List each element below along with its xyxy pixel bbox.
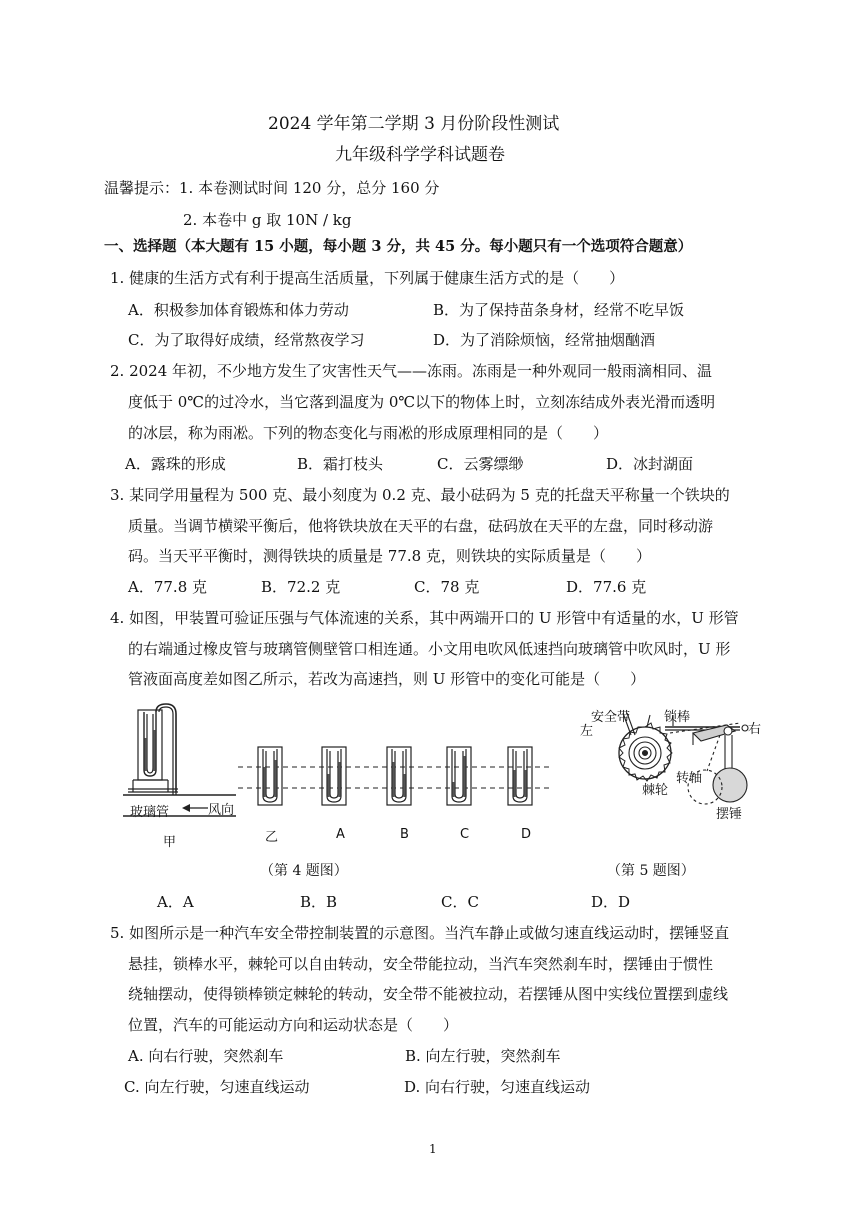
figure-4-apparatus: [118, 700, 573, 860]
q3-option-d: D．77.6 克: [566, 578, 647, 596]
q1-option-a: A．积极参加体育锻炼和体力劳动: [128, 301, 349, 319]
q5-line-3: 绕轴摆动，使得锁棒锁定棘轮的转动，安全带不能被拉动，若摆锤从图中实线位置摆到虚线: [128, 985, 729, 1003]
label-shaft: 转轴: [676, 771, 703, 786]
q2-option-b: B．霜打枝头: [297, 455, 384, 473]
q5-line-1: 5. 如图所示是一种汽车安全带控制装置的示意图。当汽车静止或做匀速直线运动时，摆锤竖直: [110, 924, 730, 942]
q1-stem: 1. 健康的生活方式有利于提高生活质量，下列属于健康生活方式的是（ ）: [110, 269, 625, 287]
q3-option-b: B．72.2 克: [261, 578, 341, 596]
label-seatbelt: 安全带: [591, 710, 631, 725]
q2-line-1: 2. 2024 年初，不少地方发生了灾害性天气——冻雨。冻雨是一种外观同一般雨滴相同、温: [110, 362, 713, 380]
page-title: 2024 学年第二学期 3 月份阶段性测试: [268, 114, 560, 134]
q4-option-b: B．B: [300, 893, 338, 911]
q5-option-b: B. 向左行驶，突然刹车: [405, 1047, 561, 1065]
q3-line-1: 3. 某同学用量程为 500 克、最小刻度为 0.2 克、最小砝码为 5 克的托盘天平称量一个铁块的: [110, 486, 730, 504]
q3-option-a: A．77.8 克: [128, 578, 207, 596]
q5-line-2: 悬挂，锁棒水平，棘轮可以自由转动，安全带能拉动，当汽车突然刹车时，摆锤由于惯性: [128, 955, 714, 973]
q2-line-3: 的冰层，称为雨凇。下列的物态变化与雨凇的形成原理相同的是（ ）: [128, 424, 609, 442]
u-tube-a: [322, 747, 346, 805]
label-fig-a: A: [336, 827, 345, 842]
label-yi: 乙: [265, 830, 279, 845]
q5-option-d: D. 向右行驶，匀速直线运动: [404, 1078, 591, 1096]
q3-line-2: 质量。当调节横梁平衡后，他将铁块放在天平的右盘，砝码放在天平的左盘，同时移动游: [128, 517, 714, 535]
q4-line-1: 4. 如图，甲装置可验证压强与气体流速的关系，其中两端开口的 U 形管中有适量的水，U 形管: [110, 609, 739, 627]
q1-option-c: C．为了取得好成绩，经常熬夜学习: [128, 331, 365, 349]
label-jia: 甲: [163, 835, 177, 850]
q4-option-a: A．A: [157, 893, 194, 911]
label-pendulum: 摆锤: [716, 807, 743, 822]
q4-line-2: 的右端通过橡皮管与玻璃管侧壁管口相连通。小文用电吹风低速挡向玻璃管中吹风时，U 形: [128, 640, 731, 658]
q1-option-d: D．为了消除烦恼，经常抽烟酗酒: [433, 331, 656, 349]
q4-line-3: 管液面高度差如图乙所示，若改为高速挡，则 U 形管中的变化可能是（ ）: [128, 670, 646, 688]
label-glass-tube: 玻璃管: [130, 805, 170, 820]
q2-option-a: A．露珠的形成: [125, 455, 226, 473]
u-tube-c: [447, 747, 471, 805]
q2-option-c: C．云雾缥缈: [437, 455, 524, 473]
tip-line-1: 温馨提示：1. 本卷测试时间 120 分，总分 160 分: [104, 179, 440, 197]
u-tube-yi: [258, 747, 282, 805]
figure-4-caption: （第 4 题图）: [260, 863, 348, 879]
label-wind-direction: 风向: [208, 803, 235, 818]
q5-option-c: C. 向左行驶，匀速直线运动: [124, 1078, 310, 1096]
figure-5-caption: （第 5 题图）: [607, 863, 695, 879]
q2-line-2: 度低于 0℃的过冷水，当它落到温度为 0℃以下的物体上时，立刻冻结成外表光滑而透明: [128, 393, 716, 411]
q5-line-4: 位置，汽车的可能运动方向和运动状态是（ ）: [128, 1016, 459, 1034]
q4-option-d: D．D: [591, 893, 631, 911]
section-heading: 一、选择题（本大题有 15 小题，每小题 3 分，共 45 分。每小题只有一个选项符合题意）: [104, 238, 693, 255]
label-right: 右: [748, 722, 762, 737]
u-tube-b: [387, 747, 411, 805]
page-number: 1: [429, 1142, 437, 1156]
tip-line-2: 2. 本卷中 g 取 10N / kg: [183, 211, 352, 229]
label-left: 左: [580, 724, 594, 739]
label-ratchet: 棘轮: [642, 783, 669, 798]
label-fig-c: C: [460, 827, 470, 842]
q5-option-a: A. 向右行驶，突然刹车: [128, 1047, 284, 1065]
apparatus-jia: [123, 704, 236, 816]
label-fig-b: B: [400, 827, 409, 842]
label-lock-rod: 锁棒: [664, 710, 691, 725]
page-subtitle: 九年级科学学科试题卷: [335, 145, 505, 165]
u-tube-d: [508, 747, 532, 805]
q2-option-d: D．冰封湖面: [606, 455, 694, 473]
label-fig-d: D: [521, 827, 532, 842]
q3-line-3: 码。当天平平衡时，测得铁块的质量是 77.8 克，则铁块的实际质量是（ ）: [128, 547, 651, 565]
q1-option-b: B．为了保持苗条身材，经常不吃早饭: [433, 301, 685, 319]
q4-option-c: C．C: [441, 893, 479, 911]
q3-option-c: C．78 克: [414, 578, 480, 596]
